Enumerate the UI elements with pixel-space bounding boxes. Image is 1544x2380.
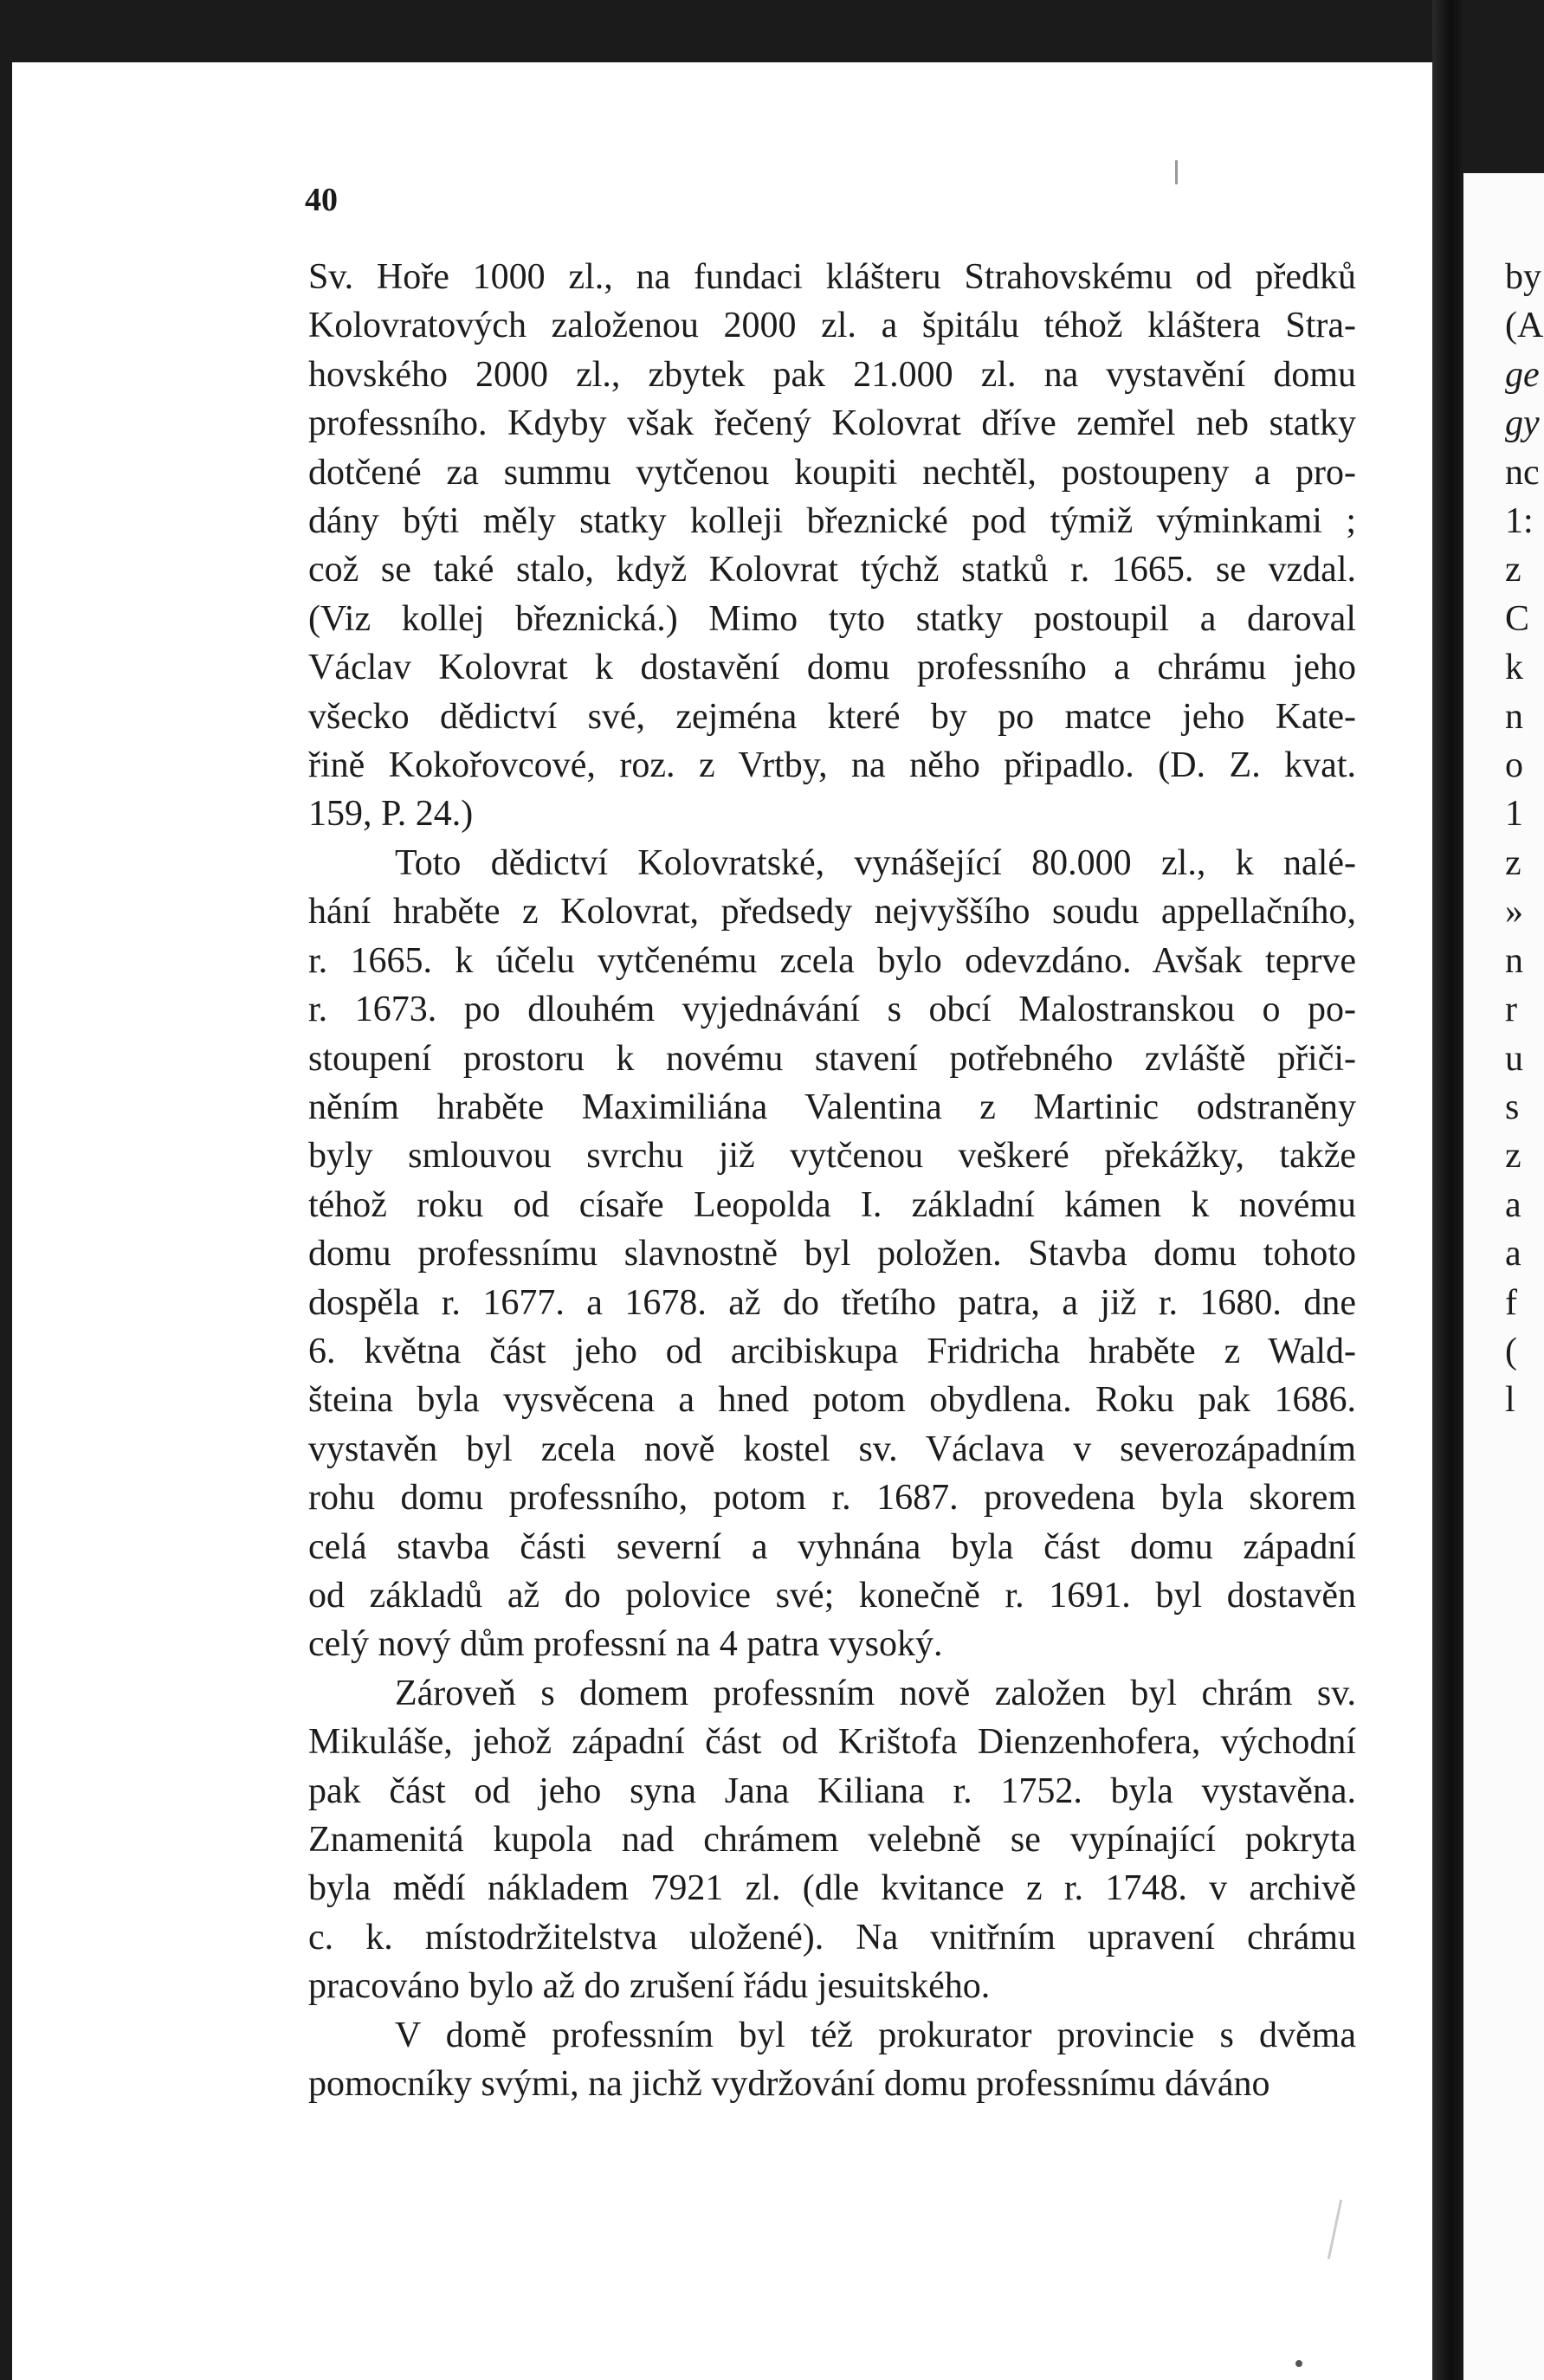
facing-page-fragment: 1: bbox=[1505, 501, 1534, 542]
text-line: vystavěn byl zcela nově kostel sv. Václava v severozápadním bbox=[308, 1429, 1356, 1469]
text-line: Znamenitá kupola nad chrámem velebně se vypínající pokryta bbox=[308, 1820, 1356, 1860]
facing-page-fragment: z bbox=[1505, 550, 1521, 590]
text-line: 6. května část jeho od arcibiskupa Fridricha hraběte z Wald- bbox=[308, 1331, 1356, 1371]
text-line: hání hraběte z Kolovrat, předsedy nejvyššího soudu appellačního, bbox=[308, 892, 1356, 932]
facing-page-fragment: C bbox=[1505, 598, 1530, 639]
text-line: něním hraběte Maximiliána Valentina z Martinic odstraněny bbox=[308, 1087, 1356, 1127]
scan-speck bbox=[1295, 2360, 1302, 2367]
facing-page-fragment: ( bbox=[1505, 1331, 1517, 1371]
text-line: dotčené za summu vytčenou koupiti nechtěl, postoupeny a pro- bbox=[308, 452, 1356, 493]
facing-page-fragment: u bbox=[1505, 1038, 1523, 1079]
text-line: Toto dědictví Kolovratské, vynášející 80.000 zl., k nalé- bbox=[395, 842, 1356, 883]
text-line: Sv. Hoře 1000 zl., na fundaci klášteru Strahovskému od předků bbox=[308, 257, 1356, 297]
text-line: r. 1665. k účelu vytčenému zcela bylo odevzdáno. Avšak teprve bbox=[308, 940, 1356, 981]
text-line: domu professnímu slavnostně byl položen. Stavba domu tohoto bbox=[308, 1234, 1356, 1274]
paragraph bbox=[308, 253, 1356, 839]
paragraph bbox=[308, 839, 1356, 1669]
text-line: celý nový dům professní na 4 patra vysoký. bbox=[308, 1624, 943, 1665]
text-line: byly smlouvou svrchu již vytčenou veškeré překážky, takže bbox=[308, 1136, 1356, 1177]
facing-page-fragment: k bbox=[1505, 648, 1523, 688]
text-line: Mikuláše, jehož západní část od Krištofa Dienzenhofera, východní bbox=[308, 1722, 1356, 1763]
facing-page-fragment: gy bbox=[1505, 403, 1540, 444]
text-line: pracováno bylo až do zrušení řádu jesuitského. bbox=[308, 1966, 991, 2007]
facing-page-fragment: s bbox=[1505, 1087, 1520, 1127]
text-line: řině Kokořovcové, roz. z Vrtby, na něho připadlo. (D. Z. kvat. bbox=[308, 745, 1356, 786]
facing-page-fragment: 1 bbox=[1505, 794, 1523, 835]
text-line: dány býti měly statky kolleji březnické pod týmiž výminkami ; bbox=[308, 501, 1356, 542]
facing-page-fragment: nc bbox=[1505, 452, 1540, 493]
facing-page-fragment: ge bbox=[1505, 354, 1540, 395]
page-number: 40 bbox=[305, 182, 338, 218]
facing-page-fragment: (A bbox=[1505, 306, 1544, 346]
text-line: pak část od jeho syna Jana Kiliana r. 1752. byla vystavěna. bbox=[308, 1770, 1356, 1811]
text-line: což se také stalo, když Kolovrat týchž statků r. 1665. se vzdal. bbox=[308, 550, 1356, 590]
text-line: r. 1673. po dlouhém vyjednávání s obcí Malostranskou o po- bbox=[308, 990, 1356, 1030]
facing-page-fragment: z bbox=[1505, 1136, 1521, 1177]
facing-page-fragment: z bbox=[1505, 842, 1521, 883]
text-line: stoupení prostoru k novému stavení potřebného zvláště přiči- bbox=[308, 1038, 1356, 1079]
paragraph bbox=[308, 2011, 1356, 2109]
text-line: c. k. místodržitelstva uložené). Na vnitřním upravení chrámu bbox=[308, 1917, 1356, 1958]
text-line: 159, P. 24.) bbox=[308, 794, 474, 835]
text-line: dospěla r. 1677. a 1678. až do třetího patra, a již r. 1680. dne bbox=[308, 1282, 1356, 1323]
facing-page-fragment: a bbox=[1505, 1184, 1521, 1225]
facing-page-fragment: l bbox=[1505, 1380, 1515, 1421]
facing-page-fragment: f bbox=[1505, 1282, 1517, 1323]
paragraph bbox=[308, 1669, 1356, 2011]
text-line: pomocníky svými, na jichž vydržování domu professnímu dáváno bbox=[308, 2064, 1270, 2105]
text-line: Kolovratových založenou 2000 zl. a špitálu téhož kláštera Stra- bbox=[308, 306, 1356, 346]
facing-page-fragment: r bbox=[1505, 990, 1517, 1030]
facing-page-fragment: a bbox=[1505, 1234, 1521, 1274]
text-line: Zároveň s domem professním nově založen byl chrám sv. bbox=[395, 1673, 1356, 1713]
text-line: Václav Kolovrat k dostavění domu professního a chrámu jeho bbox=[308, 648, 1356, 688]
facing-page-fragment: n bbox=[1505, 696, 1523, 737]
scan-speck bbox=[1175, 160, 1178, 184]
text-line: professního. Kdyby však řečený Kolovrat dříve zemřel neb statky bbox=[308, 403, 1356, 444]
book-gutter bbox=[1432, 0, 1463, 2380]
text-line: celá stavba části severní a vyhnána byla část domu západní bbox=[308, 1526, 1356, 1567]
text-line: téhož roku od císaře Leopolda I. základní kámen k novému bbox=[308, 1184, 1356, 1225]
facing-page-fragment: » bbox=[1505, 892, 1523, 932]
text-line: šteina byla vysvěcena a hned potom obydlena. Roku pak 1686. bbox=[308, 1380, 1356, 1421]
text-line: V domě professním byl též prokurator provincie s dvěma bbox=[395, 2015, 1356, 2055]
text-line: byla mědí nákladem 7921 zl. (dle kvitance z r. 1748. v archivě bbox=[308, 1868, 1356, 1909]
text-line: (Viz kollej březnická.) Mimo tyto statky postoupil a daroval bbox=[308, 598, 1356, 639]
text-line: hovského 2000 zl., zbytek pak 21.000 zl. na vystavění domu bbox=[308, 354, 1356, 395]
text-line: všecko dědictví své, zejména které by po matce jeho Kate- bbox=[308, 696, 1356, 737]
facing-page-text-fragments bbox=[1505, 253, 1544, 1425]
facing-page-fragment: o bbox=[1505, 745, 1523, 786]
facing-page-fragment: n bbox=[1505, 940, 1523, 981]
text-line: od základů až do polovice své; konečně r. 1691. byl dostavěn bbox=[308, 1575, 1356, 1616]
text-line: rohu domu professního, potom r. 1687. provedena byla skorem bbox=[308, 1478, 1356, 1519]
facing-page-fragment: by bbox=[1505, 257, 1541, 297]
page-body-text bbox=[308, 253, 1356, 2108]
